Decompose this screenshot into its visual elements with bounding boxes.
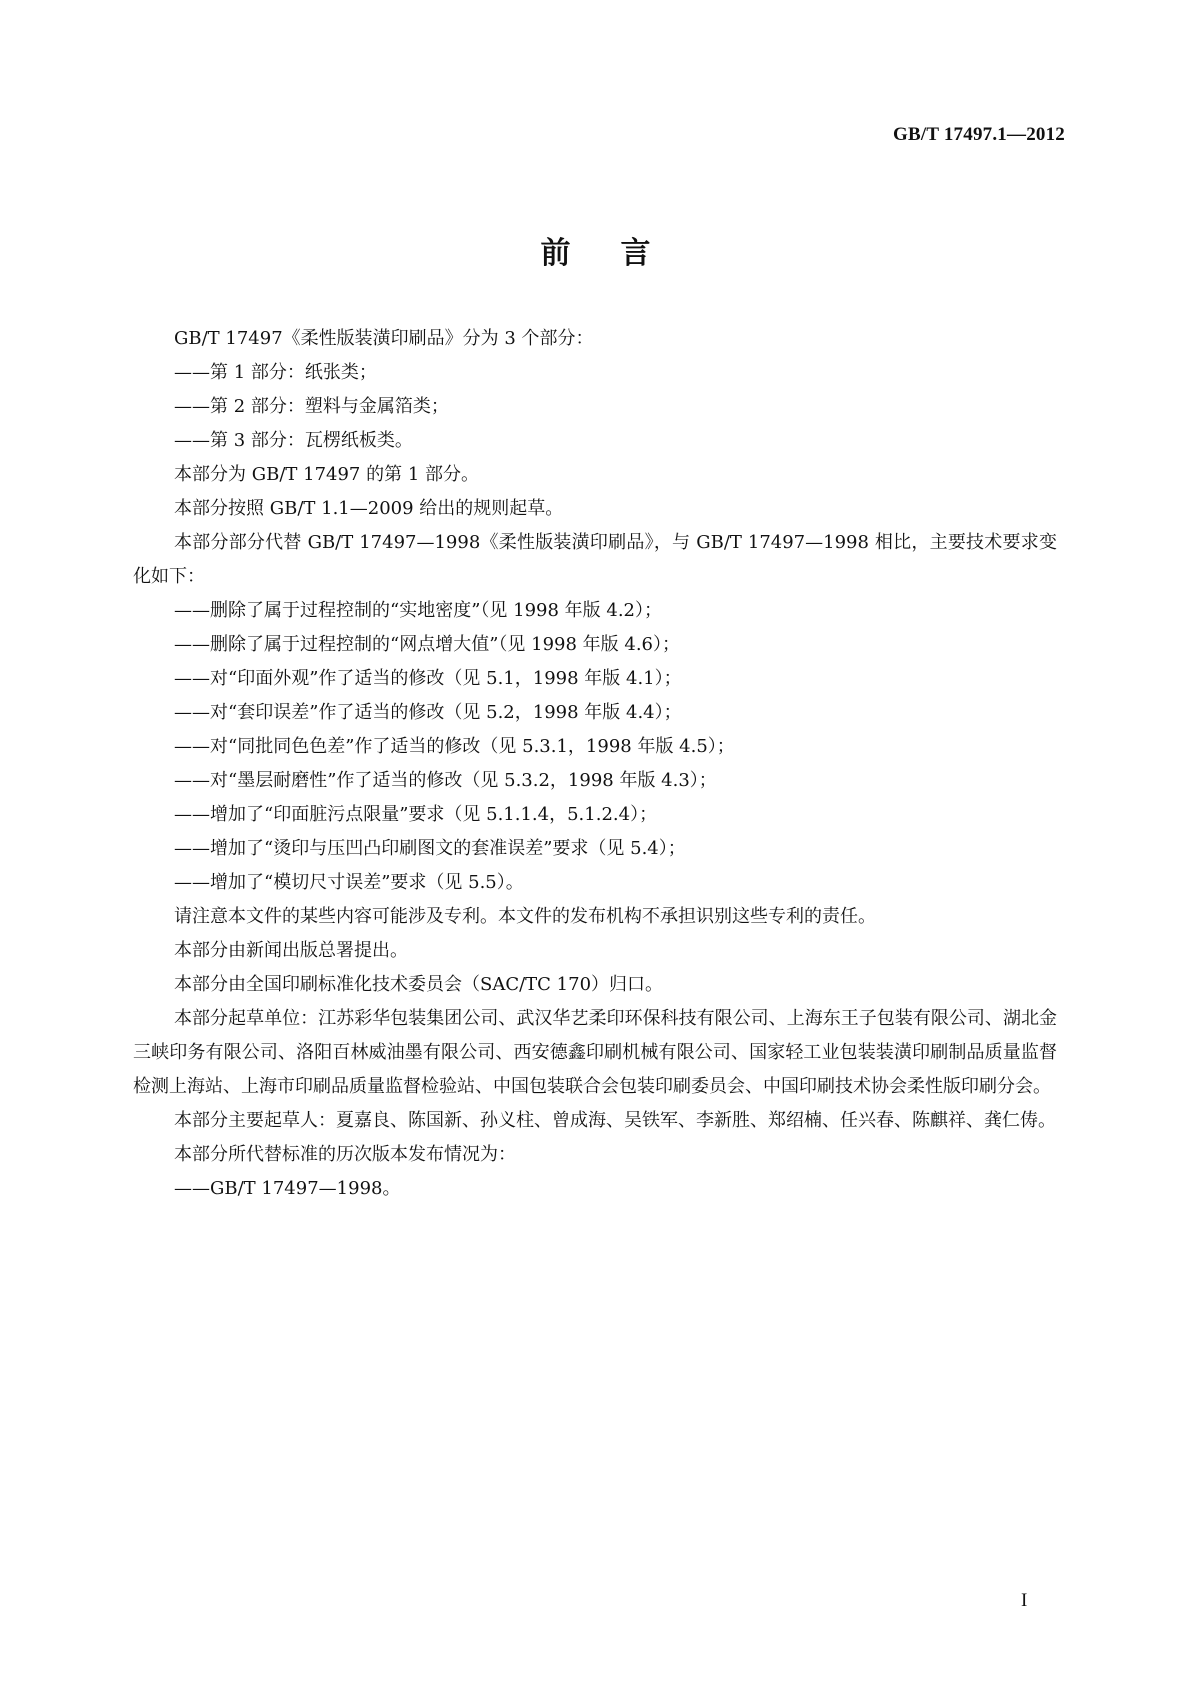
foreword-body xyxy=(133,322,1057,1206)
proposed-paragraph: 本部分由新闻出版总署提出。 xyxy=(174,940,408,961)
drafters-paragraph: 本部分主要起草人：夏嘉良、陈国新、孙义柱、曾成海、吴铁军、李新胜、郑绍楠、任兴春、陈麒祥、龚仁俦。 xyxy=(174,1110,1056,1131)
history-item: ——GB/T 17497—1998。 xyxy=(174,1178,401,1199)
intro-paragraph: GB/T 17497《柔性版装潢印刷品》分为 3 个部分： xyxy=(174,328,594,349)
part-item: ——第 3 部分：瓦楞纸板类。 xyxy=(174,430,413,451)
change-item: ——对“墨层耐磨性”作了适当的修改（见 5.3.2，1998 年版 4.3）； xyxy=(174,770,717,791)
change-item: ——增加了“模切尺寸误差”要求（见 5.5）。 xyxy=(174,872,524,893)
drafting-units-paragraph: 本部分起草单位：江苏彩华包装集团公司、武汉华艺柔印环保科技有限公司、上海东王子包装有限公司、湖北金三峡印务有限公司、洛阳百林威油墨有限公司、西安德鑫印刷机械有限公司、国家轻工业包装装潢印刷制品质量监督检测上海站、上海市印刷品质量监督检验站、中国包装联合会包装印刷委员会、中国印刷技术协会柔性版印刷分会。 xyxy=(133,1008,1057,1097)
centralized-paragraph: 本部分由全国印刷标准化技术委员会（SAC/TC 170）归口。 xyxy=(174,974,664,995)
change-item: ——增加了“烫印与压凹凸印刷图文的套准误差”要求（见 5.4）； xyxy=(174,838,686,859)
change-item: ——对“套印误差”作了适当的修改（见 5.2，1998 年版 4.4）； xyxy=(174,702,682,723)
change-item: ——对“同批同色色差”作了适当的修改（见 5.3.1，1998 年版 4.5）； xyxy=(174,736,735,757)
page-number: I xyxy=(1021,1590,1028,1611)
rules-paragraph: 本部分按照 GB/T 1.1—2009 给出的规则起草。 xyxy=(174,498,564,519)
change-item: ——增加了“印面脏污点限量”要求（见 5.1.1.4，5.1.2.4）； xyxy=(174,804,658,825)
change-item: ——删除了属于过程控制的“实地密度”（见 1998 年版 4.2）； xyxy=(174,600,663,621)
change-item: ——对“印面外观”作了适当的修改（见 5.1，1998 年版 4.1）； xyxy=(174,668,682,689)
change-item: ——删除了属于过程控制的“网点增大值”（见 1998 年版 4.6）； xyxy=(174,634,681,655)
part-item: ——第 2 部分：塑料与金属箔类； xyxy=(174,396,449,417)
history-paragraph: 本部分所代替标准的历次版本发布情况为： xyxy=(174,1144,516,1165)
patent-paragraph: 请注意本文件的某些内容可能涉及专利。本文件的发布机构不承担识别这些专利的责任。 xyxy=(174,906,876,927)
part-item: ——第 1 部分：纸张类； xyxy=(174,362,377,383)
page-title: 前言 xyxy=(540,236,701,271)
standard-code: GB/T 17497.1—2012 xyxy=(893,124,1065,145)
replace-paragraph: 本部分部分代替 GB/T 17497—1998《柔性版装潢印刷品》，与 GB/T 17497—1998 相比，主要技术要求变化如下： xyxy=(133,532,1057,587)
part-of-paragraph: 本部分为 GB/T 17497 的第 1 部分。 xyxy=(174,464,479,485)
